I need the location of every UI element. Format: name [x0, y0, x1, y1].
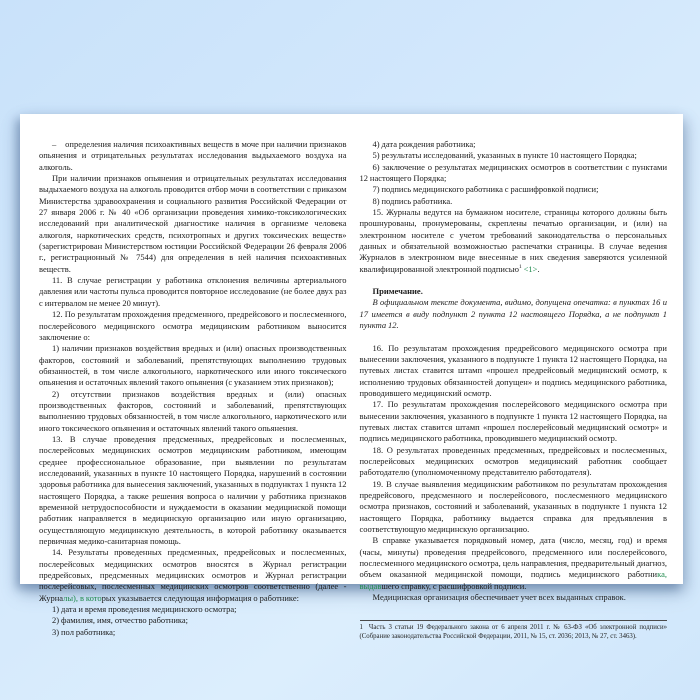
text-run: 1) наличии признаков воздействия вредных и (или) опасных производственных факторов, состояний и заболеваний, препятствующих выполнению трудовых обязанностей, в том числе алкогольного, наркотического или иного токсического опьянения и остаточных явлений такого опьянения (с указанием этих признаков); [39, 343, 347, 388]
paragraph [360, 207, 668, 275]
paragraph [39, 434, 347, 547]
text-run: 12. По результатам прохождения предсменного, предрейсового и послесменного, послерейсового медицинского осмотра медицинским работником выносится заключение о: [39, 309, 347, 342]
text-run: 19. В случае выявления медицинским работником по результатам прохождения предрейсового, предсменного и послерейсового, послесменного медицинского осмотра признаков, состояний и заболеваний, указанных в подпункте 1 пункта 12 настоящего Порядка, работнику выдается справка для предъявления в соответствующую медицинскую организацию. [359, 478, 667, 534]
text-run: . [537, 263, 540, 274]
paragraph [39, 627, 347, 638]
paragraph [39, 615, 347, 626]
paragraph [39, 139, 347, 173]
text-run: 11. В случае регистрации у работника отклонения величины артериального давления или частоты пульса проводится повторное исследование (не более двух раз с интервалом не менее 20 минут). [39, 275, 347, 308]
text-run: В справке указывается порядковый номер, дата (число, месяц, год) и время (часы, минуты) проведения предрейсового, предсменного или послерейсового, послесменного медицинского осмотра, цель направления, предварительный диагноз, объем оказанной медицинской помощи, подпись медицинского работни [359, 535, 667, 580]
footnote [360, 620, 668, 641]
text-run: рых указывается следующая информация о работнике: [101, 592, 299, 603]
text-run: 6) заключение о результатах медицинских осмотров в соответствии с пунктами 12 настоящего Порядка; [359, 161, 667, 184]
text-run: В официальном тексте документа, видимо, допущена опечатка: в пунктах 16 и 17 имеется в виду подпункт 2 пункта 12 настоящего Порядка, а не подпункт 1 пункта 12. [359, 297, 667, 331]
paragraph [39, 309, 347, 343]
paragraph [360, 399, 668, 444]
left-column [39, 139, 347, 637]
text-run: 1) дата и время проведения медицинского осмотра; [52, 604, 237, 615]
highlighted-text-run: лы), в кото [63, 592, 102, 603]
note-heading [360, 286, 668, 297]
text-run: 5) результаты исследований, указанных в пункте 10 настоящего Порядка; [372, 150, 637, 161]
text-run: 3) пол работника; [52, 626, 116, 637]
text-run: 15. Журналы ведутся на бумажном носителе, страницы которого должны быть прошнурованы, пронумерованы, скреплены печатью организации, и (или) на электронном носителе с учетом требований законодательства о персональных данных и обязательной возможностью распечатки страницы. В случае ведения Журналов в электронном виде внесенные в них сведения заверяются усиленной квалифицированной электронной подписью [359, 207, 667, 274]
text-run: 7) подпись медицинского работника с расшифровкой подписи; [372, 184, 599, 195]
footnote-body: Часть 3 статьи 19 Федерального закона от 6 апреля 2011 г. № 63-ФЗ «Об электронной подписи» (Собрание законодательства Российской Федерации, 2011, № 15, ст. 2036; 2013, № 27, ст. 3463). [359, 623, 667, 640]
paragraph [360, 445, 668, 479]
paragraph [360, 196, 668, 207]
text-run: 8) подпись работника. [372, 195, 453, 206]
right-column [359, 139, 668, 640]
footnote-marker: 1 [359, 623, 363, 631]
paragraph [360, 479, 668, 536]
text-run: 14. Результаты проведенных предсменных, предрейсовых и послесменных, послерейсовых медицинских осмотров вносятся в Журнал регистрации предрейсовых, предсменных медицинских осмотров и Журнал регистрации послерейсовых, послесменных медицинских осмотров соответственно (далее - Журна [39, 547, 347, 603]
text-run: 13. В случае проведения предсменных, предрейсовых и послесменных, послерейсовых медицинских осмотров медицинским работником, имеющим среднее профессиональное образование, при выявлении по результатам исследований, указанных в пункте 10 настоящего Порядка, нарушений в состоянии здоровья работника для вынесения заключений, указанных в подпунктах 1 пункта 12 настоящего Порядка, а также решения вопроса о наличии у работника признаков временной нетрудоспособности и нуждаемости в оказании медицинской помощи работник направляется в медицинскую организацию или иную организацию, осуществляющую медицинскую деятельность, в которой работнику оказывается первичная медико-санитарная помощь. [39, 433, 347, 547]
footnote-separator [360, 620, 668, 621]
paragraph [39, 604, 347, 615]
text-run: 4) дата рождения работника; [372, 139, 476, 149]
paragraph [360, 139, 668, 150]
text-run: 18. О результатах проведенных предсменных, предрейсовых и послесменных, послерейсовых медицинских осмотров медицинский работник сообщает работодателю (уполномоченному представителю работодателя). [359, 444, 667, 478]
paragraph [39, 275, 347, 309]
footnote-text [360, 624, 668, 641]
paragraph [360, 535, 668, 592]
text-run: Примечание. [372, 286, 423, 297]
paragraph [360, 184, 668, 195]
text-run: 16. По результатам прохождения предрейсового медицинского осмотра при вынесении заключения, указанного в подпункте 1 пункта 12 настоящего Порядка, на путевых листах ставится штамп «прошел предрейсовый медицинский осмотр, к исполнению трудовых обязанностей допущен» и подпись медицинского работника, проводившего медицинский осмотр. [359, 342, 667, 398]
text-run: – определения наличия психоактивных веществ в моче при наличии признаков опьянения и отрицательных результатах исследования выдыхаемого воздуха на алкоголь. [39, 139, 347, 172]
paragraph [39, 343, 347, 388]
paragraph [360, 592, 668, 603]
highlighted-text-run: ка, выдав [359, 569, 667, 591]
footnote-ref-sup: 1 [518, 263, 522, 270]
highlighted-text-run: <1> [521, 263, 538, 274]
two-column-layout [20, 114, 683, 640]
document-page [20, 114, 683, 640]
text-run: 2) отсутствии признаков воздействия вредных и (или) опасных производственных факторов, состояний и заболеваний, препятствующих выполнению трудовых обязанностей, в том числе алкогольного, наркотического или иного токсического опьянения и остаточных явлений такого опьянения. [39, 388, 347, 433]
paragraph [360, 150, 668, 161]
text-run: Медицинская организация обеспечивает учет всех выданных справок. [372, 592, 626, 603]
text-run: шего справку, с расшифровкой подписи. [381, 580, 527, 591]
paragraph [39, 173, 347, 275]
paragraph [39, 547, 347, 604]
paragraph [39, 389, 347, 434]
text-run: 17. По результатам прохождения послерейсового медицинского осмотра при вынесении заключения, указанного в подпункте 1 пункта 12 настоящего Порядка, на путевых листах ставится штамп «прошел послерейсовый медицинский осмотр» и подпись медицинского работника, проводившего медицинский осмотр. [359, 399, 667, 444]
text-run: При наличии признаков опьянения и отрицательных результатах исследования выдыхаемого воздуха на алкоголь проводится отбор мочи в соответствии с приказом Министерства здравоохранения и социального развития Российской Федерации от 27 января 2006 г. № 40 «Об организации проведения химико-токсикологических исследований при аналитической диагностике наличия в организме человека алкоголя, наркотических средств, психотропных и других токсических веществ» (зарегистрирован Министерством юстиции Российской Федерации 26 февраля 2006 г., регистрационный № 7544) для определения в ней наличия психоактивных веществ. [39, 173, 347, 274]
paragraph [360, 297, 668, 331]
paragraph [360, 162, 668, 185]
right-column-text [360, 139, 668, 603]
text-run: 2) фамилия, имя, отчество работника; [52, 615, 189, 626]
paragraph [360, 343, 668, 400]
